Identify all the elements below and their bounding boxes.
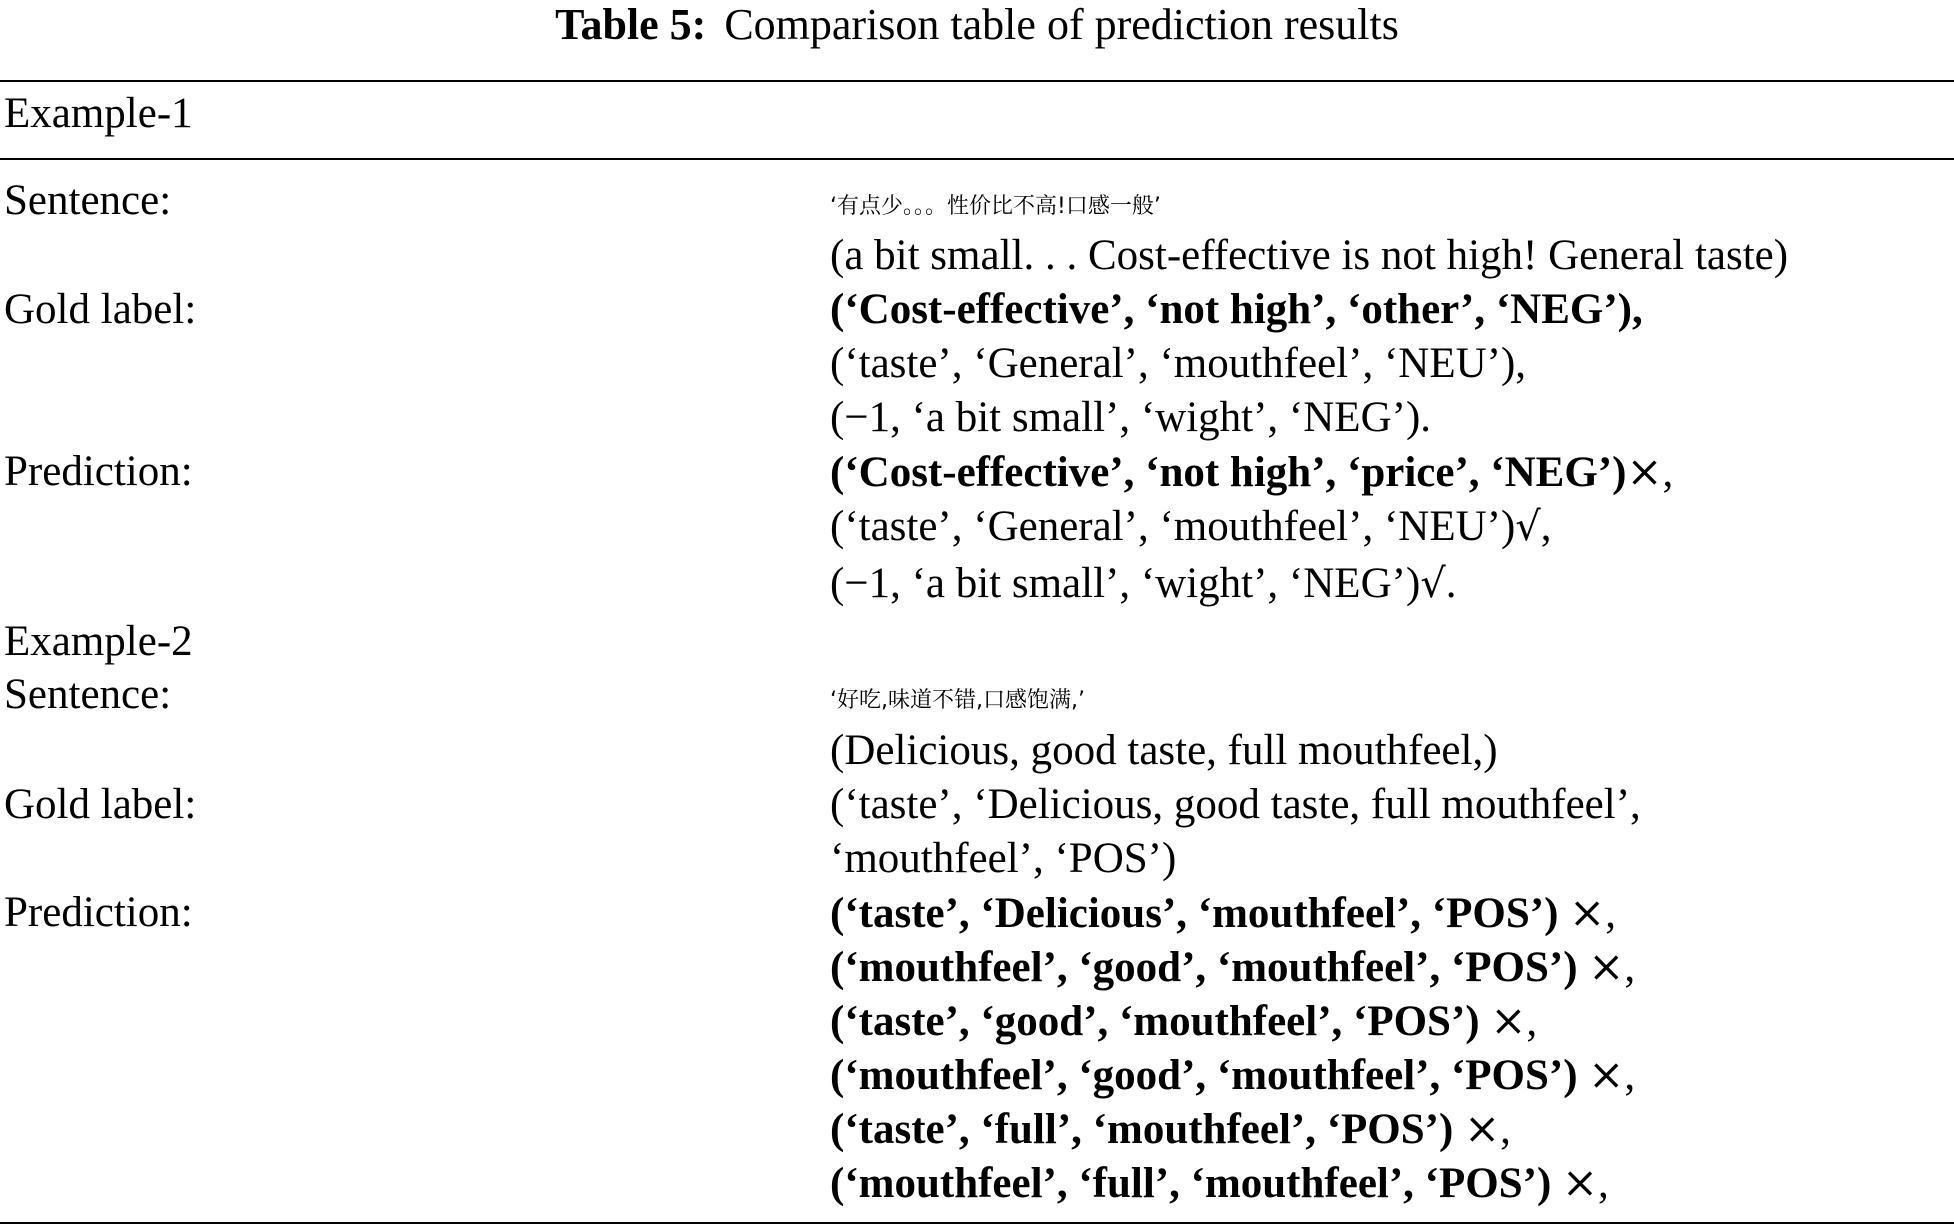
cross-mark: × <box>1626 447 1663 497</box>
example2-title-row <box>0 615 1954 669</box>
example1-pred-label: Prediction: <box>4 448 193 495</box>
pred-end: , <box>1598 1160 1609 1207</box>
example1-gold-2: (−1, ‘a bit small’, ‘wight’, ‘NEG’). <box>830 394 1432 441</box>
header-rule <box>0 158 1954 160</box>
example2-pred-0: (‘taste’, ‘Delicious’, ‘mouthfeel’, ‘POS’) <box>830 890 1559 937</box>
example1-sentence-label: Sentence: <box>4 177 172 224</box>
top-rule <box>0 80 1954 82</box>
example2-sentence-en: (Delicious, good taste, full mouthfeel,) <box>830 727 1498 774</box>
example1-sentence-en-row <box>0 229 1954 283</box>
example1-title: Example-1 <box>4 90 193 137</box>
example1-pred-row-2 <box>0 557 1954 611</box>
example1-pred-row-1 <box>0 500 1954 554</box>
example1-gold-row-1 <box>0 337 1954 391</box>
example1-gold-0: (‘Cost-effective’, ‘not high’, ‘other’, ‘NEG’), <box>830 286 1643 333</box>
example2-pred-row-4 <box>0 1102 1954 1156</box>
example1-gold-label: Gold label: <box>4 286 197 333</box>
example2-gold-row-1 <box>0 832 1954 886</box>
cross-mark: × <box>1562 1158 1599 1208</box>
bottom-rule <box>0 1222 1954 1224</box>
example1-gold-row <box>0 283 1954 337</box>
example1-sentence-row <box>0 174 1954 228</box>
pred-end: , <box>1605 890 1616 937</box>
example2-gold-row <box>0 778 1954 832</box>
example2-gold-label: Gold label: <box>4 781 197 828</box>
example2-pred-row-2 <box>0 994 1954 1048</box>
example2-pred-row <box>0 886 1954 940</box>
example1-gold-row-2 <box>0 391 1954 445</box>
example2-pred-4: (‘taste’, ‘full’, ‘mouthfeel’, ‘POS’) <box>830 1106 1454 1153</box>
caption-text: Comparison table of prediction results <box>724 0 1399 49</box>
example1-pred-0: (‘Cost-effective’, ‘not high’, ‘price’, ‘NEG’) <box>830 449 1627 496</box>
example2-pred-3: (‘mouthfeel’, ‘good’, ‘mouthfeel’, ‘POS’) <box>830 1052 1578 1099</box>
example1-sentence-zh: ‘有点少。。。性价比不高!口感一般’ <box>830 194 1161 219</box>
example2-sentence-en-row <box>0 724 1954 778</box>
cross-mark: × <box>1490 996 1527 1046</box>
example2-pred-row-3 <box>0 1048 1954 1102</box>
check-mark: √ <box>1420 561 1446 607</box>
example2-title: Example-2 <box>4 618 193 665</box>
cross-mark: × <box>1569 888 1606 938</box>
example1-sentence-en: (a bit small. . . Cost-effective is not high! General taste) <box>830 232 1789 279</box>
pred-end: . <box>1445 560 1457 607</box>
pred-end: , <box>1624 944 1636 991</box>
example2-sentence-label: Sentence: <box>4 671 172 718</box>
example2-gold-1: ‘mouthfeel’, ‘POS’) <box>830 835 1177 882</box>
cross-mark: × <box>1464 1104 1501 1154</box>
example2-pred-2: (‘taste’, ‘good’, ‘mouthfeel’, ‘POS’) <box>830 998 1480 1045</box>
table-caption <box>0 0 1954 50</box>
example2-pred-5: (‘mouthfeel’, ‘full’, ‘mouthfeel’, ‘POS’) <box>830 1160 1552 1207</box>
example2-pred-label: Prediction: <box>4 889 193 936</box>
example1-pred-1: (‘taste’, ‘General’, ‘mouthfeel’, ‘NEU’) <box>830 503 1516 550</box>
check-mark: √ <box>1515 504 1541 550</box>
example2-pred-row-5 <box>0 1156 1954 1210</box>
example2-gold-0: (‘taste’, ‘Delicious, good taste, full mouthfeel’, <box>830 781 1641 828</box>
caption-label: Table 5: <box>555 0 707 49</box>
pred-end: , <box>1526 998 1538 1045</box>
example2-sentence-zh: ‘好吃,味道不错,口感饱满,’ <box>830 688 1085 713</box>
example2-pred-1: (‘mouthfeel’, ‘good’, ‘mouthfeel’, ‘POS’) <box>830 944 1578 991</box>
pred-end: , <box>1662 449 1674 496</box>
example2-pred-row-1 <box>0 940 1954 994</box>
example2-sentence-row <box>0 668 1954 722</box>
pred-end: , <box>1500 1106 1511 1153</box>
example1-pred-row <box>0 445 1954 499</box>
example1-pred-2: (−1, ‘a bit small’, ‘wight’, ‘NEG’) <box>830 560 1421 607</box>
pred-end: , <box>1540 503 1552 550</box>
example1-gold-1: (‘taste’, ‘General’, ‘mouthfeel’, ‘NEU’), <box>830 340 1527 387</box>
pred-end: , <box>1624 1052 1636 1099</box>
example1-title-row <box>0 87 1954 141</box>
cross-mark: × <box>1588 1050 1625 1100</box>
cross-mark: × <box>1588 942 1625 992</box>
